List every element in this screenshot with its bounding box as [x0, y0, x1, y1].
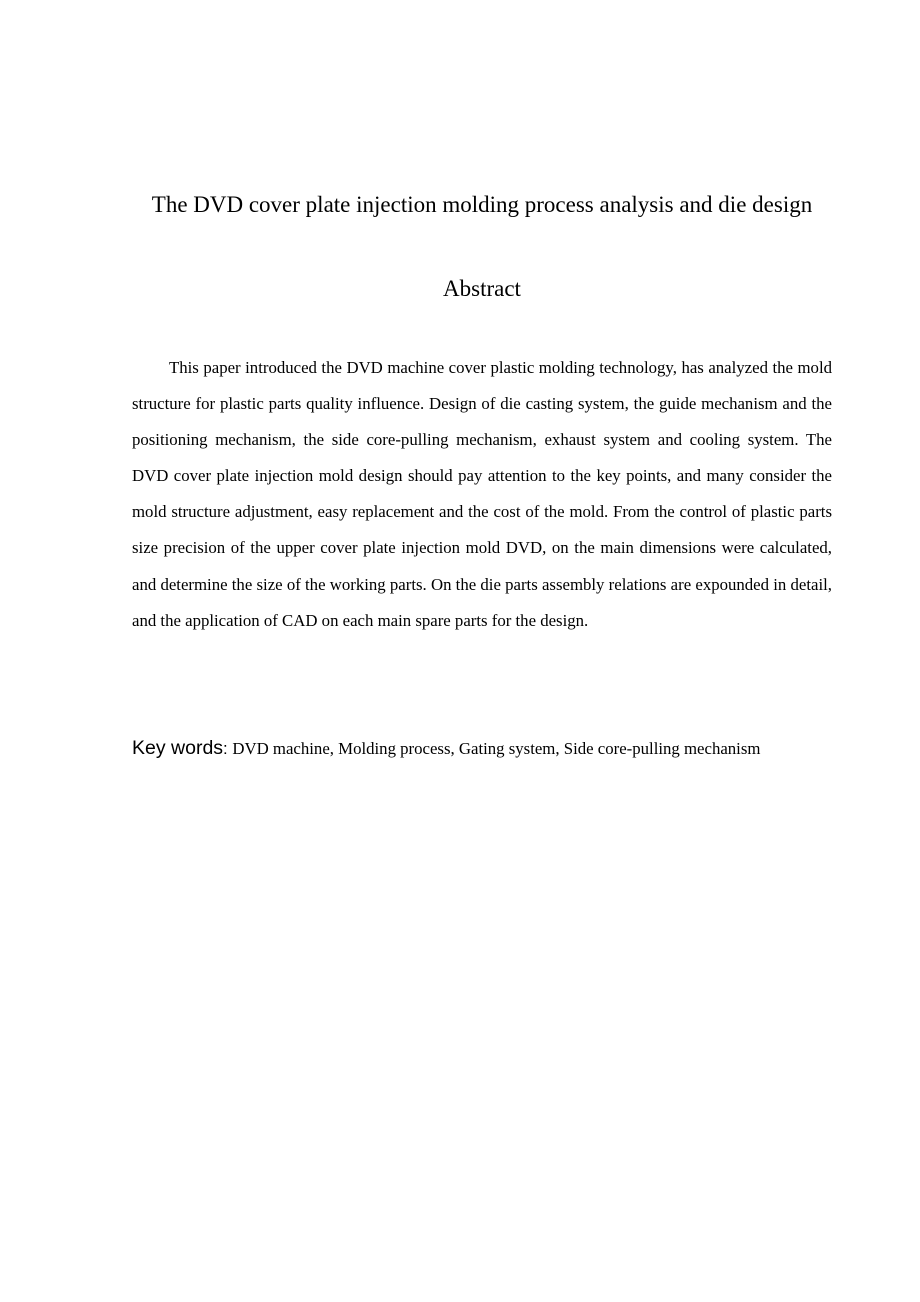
keywords-list: DVD machine, Molding process, Gating system, Side core-pulling mechanism	[232, 739, 761, 758]
keywords-label: Key words	[132, 737, 224, 759]
keywords-line	[132, 732, 892, 766]
abstract-heading: Abstract	[443, 276, 521, 301]
abstract-paragraph: This paper introduced the DVD machine cover plastic molding technology, has analyzed the mold structure for plastic parts quality influence. Design of die casting system, the guide mechanism and the positioning mechanism, the side core-pulling mechanism, exhaust system and cooling system. The DVD cover plate injection mold design should pay attention to the key points, and many consider the mold structure adjustment, easy replacement and the cost of the mold. From the control of plastic parts size precision of the upper cover plate injection mold DVD, on the main dimensions were calculated, and determine the size of the working parts. On the die parts assembly relations are expounded in detail, and the application of CAD on each main spare parts for the design.	[132, 358, 832, 630]
paper-title: The DVD cover plate injection molding process analysis and die design	[151, 192, 813, 217]
keywords-separator: :	[223, 739, 233, 758]
